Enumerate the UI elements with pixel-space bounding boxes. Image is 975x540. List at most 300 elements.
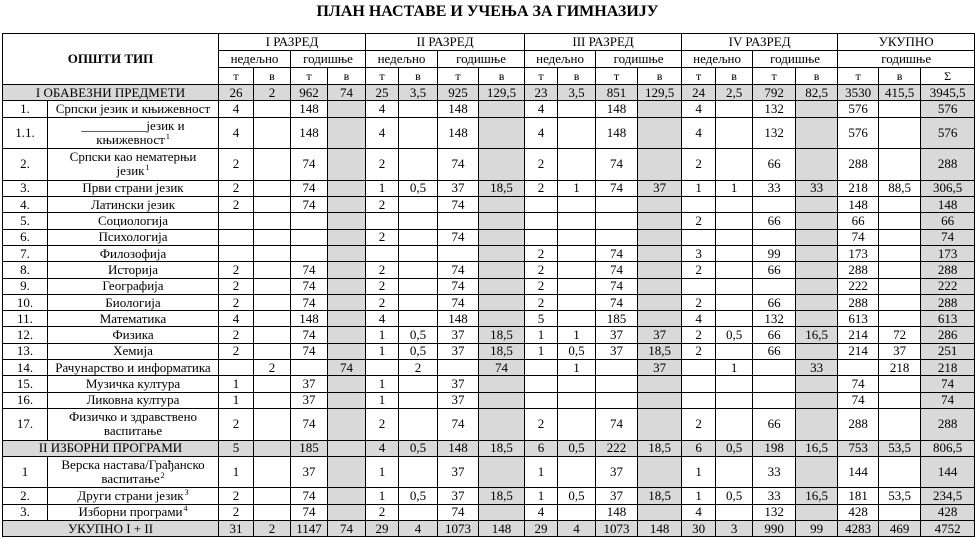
grade-4-weekly-v-cell: 1 [716,360,753,376]
grade-2-weekly-t-cell: 1 [366,488,399,504]
grade-3-header: III РАЗРЕД [525,34,682,51]
grade-1-weekly-t-cell: 2 [219,197,254,213]
total-sum-cell: 74 [921,392,975,408]
grade-1-yearly-t-header: т [291,68,328,85]
subject-name [48,376,219,392]
grade-3-yearly-t-cell [596,376,638,392]
grade-4-yearly-t-cell: 33 [753,456,796,488]
grade-1-yearly-t-cell [291,213,328,229]
total-sum-cell: 428 [921,504,975,520]
table-row [3,101,975,117]
grade-4-yearly-t-cell: 132 [753,311,796,327]
subject-line [50,458,216,472]
subject-line [50,472,216,486]
grade-3-weekly-v-cell [558,504,596,520]
total-v-cell: 72 [879,327,921,343]
grade-1-yearly-t-cell: 148 [291,311,328,327]
grade-4-weekly-v-cell [716,408,753,440]
grade-3-yearly-t-cell: 1073 [596,521,638,537]
grade-4-yearly-v-cell [796,408,838,440]
total-sum-cell: 288 [921,408,975,440]
grade-4-weekly-t-cell: 2 [682,213,716,229]
table-row [3,262,975,278]
table-row [3,278,975,294]
grade-3-yearly-t-cell: 148 [596,101,638,117]
total-t-cell: 74 [838,229,879,245]
grade-3-weekly-v-header: в [558,68,596,85]
grade-4-yearly-v-cell [796,278,838,294]
grade-3-weekly-t-cell: 1 [525,488,558,504]
grade-2-weekly-v-cell [399,456,438,488]
grade-3-weekly-v-cell [558,376,596,392]
curriculum-table [2,33,975,537]
grade-3-yearly-t-cell [596,392,638,408]
total-sum-cell: 222 [921,278,975,294]
grade-3-weekly-t-header: т [525,68,558,85]
grade-4-weekly-t-cell: 2 [682,343,716,359]
grade-2-weekly-v-cell: 0,5 [399,440,438,456]
grade-2-weekly-v-cell [399,376,438,392]
footnote-marker: 2 [160,471,165,481]
grade-4-yearly-v-cell: 33 [796,180,838,196]
grade-2-yearly-t-cell: 74 [438,278,479,294]
footnote-marker: 1 [165,131,170,141]
grade-2-weekly-v-cell: 3,5 [399,85,438,101]
grade-1-weekly-t-cell: 31 [219,521,254,537]
total-sum-cell: 288 [921,149,975,181]
subject-line [50,181,216,195]
grade-3-yearly-v-cell [638,229,682,245]
total-t-cell: 214 [838,343,879,359]
grade-2-weekly-v-cell [399,229,438,245]
grade-3-weekly-v-cell: 4 [558,521,596,537]
grade-4-weekly-header: недељно [682,51,753,68]
subject-line [50,344,216,358]
grade-3-weekly-v-cell [558,101,596,117]
grade-3-yearly-v-cell [638,278,682,294]
row-number: 12. [3,327,48,343]
total-t-cell: 74 [838,376,879,392]
grade-3-yearly-t-cell: 148 [596,504,638,520]
total-v-cell [879,262,921,278]
grade-2-weekly-t-cell: 4 [366,101,399,117]
grade-2-weekly-v-cell [399,392,438,408]
total-v-cell [879,504,921,520]
grade-3-weekly-t-cell [525,392,558,408]
total-v-cell: 53,5 [879,440,921,456]
grade-4-yearly-v-cell [796,117,838,149]
grade-1-weekly-v-header: в [254,68,291,85]
grade-2-yearly-v-cell [479,456,525,488]
grade-2-weekly-v-cell [399,262,438,278]
grade-3-yearly-t-cell: 851 [596,85,638,101]
grade-4-weekly-v-cell [716,245,753,261]
grade-1-yearly-t-cell: 74 [291,488,328,504]
total-sum-cell: 148 [921,197,975,213]
subject-line [50,328,216,342]
grade-1-weekly-v-cell [254,440,291,456]
grade-1-yearly-t-cell: 74 [291,149,328,181]
grade-2-yearly-v-cell [479,117,525,149]
subject-line [50,214,216,228]
grade-1-yearly-t-cell: 37 [291,376,328,392]
total-v-cell [879,456,921,488]
grade-2-weekly-t-cell: 1 [366,376,399,392]
grade-3-weekly-t-cell: 2 [525,180,558,196]
table-row [3,197,975,213]
grade-4-yearly-v-cell: 16,5 [796,440,838,456]
subject-name [48,311,219,327]
grade-3-yearly-t-cell: 37 [596,456,638,488]
grade-1-yearly-t-cell: 74 [291,504,328,520]
grade-2-weekly-header: недељно [366,51,438,68]
table-body [3,85,975,537]
row-number: 7. [3,245,48,261]
grade-4-weekly-v-cell: 1 [716,180,753,196]
grade-3-weekly-v-cell [558,197,596,213]
grade-3-weekly-t-cell: 2 [525,262,558,278]
grade-2-yearly-v-cell [479,311,525,327]
grade-1-weekly-v-cell [254,149,291,181]
grade-3-yearly-v-cell: 37 [638,327,682,343]
grade-2-yearly-v-cell: 18,5 [479,488,525,504]
grade-3-weekly-v-cell: 0,5 [558,440,596,456]
subject-line [50,198,216,212]
grade-2-weekly-v-cell [399,504,438,520]
total-t-cell: 288 [838,408,879,440]
grade-1-yearly-t-cell: 74 [291,294,328,310]
grade-2-weekly-t-cell: 1 [366,180,399,196]
grade-4-weekly-t-header: т [682,68,716,85]
grade-1-yearly-v-cell [328,343,366,359]
grade-1-weekly-v-cell [254,488,291,504]
grade-2-weekly-v-cell [399,408,438,440]
footnote-marker: 3 [184,488,189,498]
subject-line [50,150,216,164]
grade-1-weekly-t-cell: 2 [219,294,254,310]
table-row [3,245,975,261]
grade-1-yearly-t-cell: 148 [291,101,328,117]
grade-1-yearly-v-cell [328,327,366,343]
grade-1-weekly-v-cell [254,278,291,294]
grade-3-yearly-v-cell: 18,5 [638,343,682,359]
grade-1-weekly-t-cell: 1 [219,456,254,488]
grade-4-yearly-t-cell: 66 [753,408,796,440]
grade-4-weekly-v-cell [716,294,753,310]
grade-3-weekly-t-cell [525,360,558,376]
grade-2-yearly-v-cell [479,294,525,310]
table-row [3,311,975,327]
subject-text: Први страни језик [82,180,184,196]
grade-2-yearly-t-header: т [438,68,479,85]
total-v-cell: 218 [879,360,921,376]
subject-line [50,102,216,116]
subject-text: Математика [99,310,167,326]
grade-1-yearly-t-cell: 74 [291,408,328,440]
table-row [3,376,975,392]
section-row [3,85,975,101]
total-t-cell: 576 [838,101,879,117]
grade-4-weekly-v-cell [716,456,753,488]
grade-2-weekly-t-cell: 25 [366,85,399,101]
subject-text: васпитање [103,423,163,439]
footnote-marker: 4 [183,504,188,514]
grade-4-weekly-t-cell [682,278,716,294]
grade-2-yearly-t-cell: 74 [438,504,479,520]
total-sum-cell: 806,5 [921,440,975,456]
grade-3-weekly-v-cell: 0,5 [558,488,596,504]
row-number: 6. [3,229,48,245]
grade-1-yearly-v-cell [328,229,366,245]
total-v-cell [879,392,921,408]
grade-3-weekly-t-cell: 2 [525,149,558,181]
grade-2-weekly-v-cell: 0,5 [399,343,438,359]
grade-1-header: I РАЗРЕД [219,34,366,51]
table-row [3,294,975,310]
grade-3-weekly-t-cell: 29 [525,521,558,537]
total-t-cell: 753 [838,440,879,456]
grade-1-yearly-t-cell: 148 [291,117,328,149]
grade-2-yearly-v-cell: 18,5 [479,343,525,359]
grade-3-yearly-v-cell [638,262,682,278]
grade-4-weekly-t-cell: 1 [682,180,716,196]
grade-1-yearly-t-cell: 37 [291,456,328,488]
subject-line [50,312,216,326]
grade-3-yearly-v-cell [638,213,682,229]
subject-name [48,360,219,376]
subject-text: Српски као нематерњи [69,149,197,165]
total-v-cell [879,245,921,261]
table-row [3,504,975,520]
grade-2-weekly-t-cell: 2 [366,197,399,213]
grade-1-yearly-t-cell: 74 [291,197,328,213]
grade-2-weekly-t-cell: 4 [366,117,399,149]
subject-line [50,247,216,261]
grade-4-yearly-t-cell: 132 [753,101,796,117]
subject-line [50,361,216,375]
grade-4-weekly-v-cell [716,504,753,520]
total-t-cell: 288 [838,149,879,181]
grade-2-yearly-header: годишње [438,51,525,68]
grade-4-weekly-v-cell: 0,5 [716,488,753,504]
grade-1-weekly-v-cell [254,376,291,392]
grade-4-yearly-v-cell [796,343,838,359]
grade-3-weekly-v-cell [558,456,596,488]
grade-4-weekly-t-cell: 1 [682,488,716,504]
grade-3-yearly-t-cell [596,197,638,213]
grade-4-yearly-v-cell: 33 [796,360,838,376]
subject-line [50,230,216,244]
total-sum-cell: 4752 [921,521,975,537]
subject-text: Српски језик и књижевност [55,100,211,116]
grade-1-weekly-t-cell: 4 [219,311,254,327]
total-t-cell: 218 [838,180,879,196]
grade-1-yearly-v-cell [328,262,366,278]
section-label: УКУПНО I + II [3,521,219,537]
row-number: 1 [3,456,48,488]
grade-4-yearly-t-cell: 66 [753,327,796,343]
grade-3-weekly-v-cell [558,117,596,149]
subject-line [50,489,216,503]
grade-2-weekly-t-cell [366,213,399,229]
row-number: 16. [3,392,48,408]
total-yearly-header: годишње [838,51,975,68]
subject-text: књижевност [96,131,165,147]
table-row [3,117,975,149]
grade-1-yearly-v-cell [328,213,366,229]
grade-3-weekly-v-cell [558,229,596,245]
subject-line [50,377,216,391]
grade-2-yearly-t-cell: 74 [438,262,479,278]
total-sum-cell: 576 [921,101,975,117]
total-t-header: т [838,68,879,85]
grade-4-weekly-t-cell: 24 [682,85,716,101]
grade-4-weekly-t-cell: 1 [682,456,716,488]
grade-4-weekly-v-cell [716,213,753,229]
grade-2-yearly-v-cell: 18,5 [479,180,525,196]
grade-1-yearly-t-cell: 74 [291,343,328,359]
grade-3-weekly-v-cell [558,278,596,294]
footnote-marker: 1 [145,163,150,173]
grade-4-yearly-t-cell: 66 [753,149,796,181]
grade-1-yearly-t-cell: 74 [291,262,328,278]
subject-line [50,279,216,293]
total-v-cell [879,408,921,440]
grade-4-weekly-v-cell [716,229,753,245]
grade-2-yearly-t-cell: 37 [438,488,479,504]
grade-1-weekly-v-cell [254,180,291,196]
subject-name [48,504,219,520]
subject-text: __________језик и [81,117,185,133]
grade-2-weekly-t-cell: 2 [366,278,399,294]
grade-2-weekly-v-cell [399,311,438,327]
total-t-cell: 66 [838,213,879,229]
total-t-cell: 428 [838,504,879,520]
table-row [3,327,975,343]
total-v-cell: 88,5 [879,180,921,196]
grade-2-weekly-t-cell: 2 [366,408,399,440]
grade-2-weekly-v-cell: 0,5 [399,327,438,343]
section-row [3,521,975,537]
section-row [3,440,975,456]
subject-name [48,456,219,488]
grade-3-yearly-t-cell: 37 [596,343,638,359]
grade-1-weekly-t-cell [219,360,254,376]
grade-3-yearly-v-cell: 37 [638,180,682,196]
grade-2-weekly-t-cell: 29 [366,521,399,537]
grade-3-yearly-v-cell: 129,5 [638,85,682,101]
page-title: ПЛАН НАСТАВЕ И УЧЕЊА ЗА ГИМНАЗИЈУ [316,3,659,20]
grade-1-weekly-v-cell: 2 [254,521,291,537]
grade-4-yearly-v-cell [796,213,838,229]
subject-text: Музичка култура [85,375,181,391]
total-t-cell: 222 [838,278,879,294]
grade-3-yearly-v-cell [638,117,682,149]
grade-1-yearly-v-cell [328,392,366,408]
total-sum-cell: 218 [921,360,975,376]
grade-2-yearly-t-cell: 37 [438,343,479,359]
row-number: 1. [3,101,48,117]
grade-4-yearly-t-cell: 132 [753,504,796,520]
subject-text: Историја [107,261,158,277]
grade-1-yearly-v-cell [328,456,366,488]
grade-2-weekly-v-cell [399,294,438,310]
grade-2-weekly-v-cell [399,101,438,117]
grade-2-yearly-v-header: в [479,68,525,85]
grade-2-weekly-v-header: в [399,68,438,85]
grade-2-weekly-v-cell: 4 [399,521,438,537]
grade-3-weekly-v-cell: 0,5 [558,343,596,359]
grade-4-yearly-t-cell: 792 [753,85,796,101]
grade-1-weekly-t-cell: 2 [219,343,254,359]
total-v-cell [879,229,921,245]
grade-3-weekly-t-cell: 1 [525,456,558,488]
grade-2-yearly-t-cell: 74 [438,197,479,213]
grade-4-yearly-t-cell [753,197,796,213]
grade-1-weekly-t-cell: 2 [219,180,254,196]
grade-1-yearly-t-cell [291,245,328,261]
grade-2-weekly-t-cell: 2 [366,149,399,181]
grade-4-yearly-v-cell [796,229,838,245]
grade-2-yearly-t-cell: 74 [438,149,479,181]
grade-3-weekly-t-cell [525,197,558,213]
grade-3-weekly-v-cell [558,149,596,181]
grade-1-yearly-t-cell: 185 [291,440,328,456]
grade-1-yearly-v-header: в [328,68,366,85]
total-sum-cell: 234,5 [921,488,975,504]
grade-4-weekly-v-cell: 3 [716,521,753,537]
total-sum-cell: 251 [921,343,975,359]
grade-2-weekly-t-cell: 2 [366,229,399,245]
grade-3-yearly-v-cell [638,376,682,392]
total-v-cell [879,213,921,229]
grade-4-weekly-v-cell [716,343,753,359]
total-v-header: в [879,68,921,85]
grade-4-weekly-v-cell [716,311,753,327]
subject-name [48,213,219,229]
grade-3-weekly-t-cell [525,213,558,229]
grade-2-yearly-t-cell: 148 [438,101,479,117]
table-row [3,392,975,408]
table-header [3,34,975,85]
total-t-cell: 74 [838,392,879,408]
type-header: ОПШТИ ТИП [3,34,219,85]
grade-3-weekly-t-cell: 23 [525,85,558,101]
grade-3-yearly-header: годишње [596,51,682,68]
grade-3-weekly-t-cell: 6 [525,440,558,456]
grade-2-weekly-v-cell [399,213,438,229]
subject-line [50,133,216,147]
grade-4-weekly-v-header: в [716,68,753,85]
grade-1-yearly-v-cell [328,504,366,520]
subject-name [48,245,219,261]
row-number: 3. [3,180,48,196]
subject-line [50,424,216,438]
grade-3-yearly-v-cell: 148 [638,521,682,537]
row-number: 3. [3,504,48,520]
grade-4-yearly-v-cell [796,311,838,327]
grade-4-weekly-v-cell: 0,5 [716,440,753,456]
grade-1-yearly-v-cell [328,101,366,117]
total-t-cell: 3530 [838,85,879,101]
subject-name [48,278,219,294]
grade-3-weekly-v-cell [558,311,596,327]
grade-4-yearly-header: годишње [753,51,838,68]
grade-3-yearly-t-cell [596,213,638,229]
grade-2-yearly-v-cell: 129,5 [479,85,525,101]
table-row [3,408,975,440]
grade-4-yearly-v-cell: 16,5 [796,327,838,343]
